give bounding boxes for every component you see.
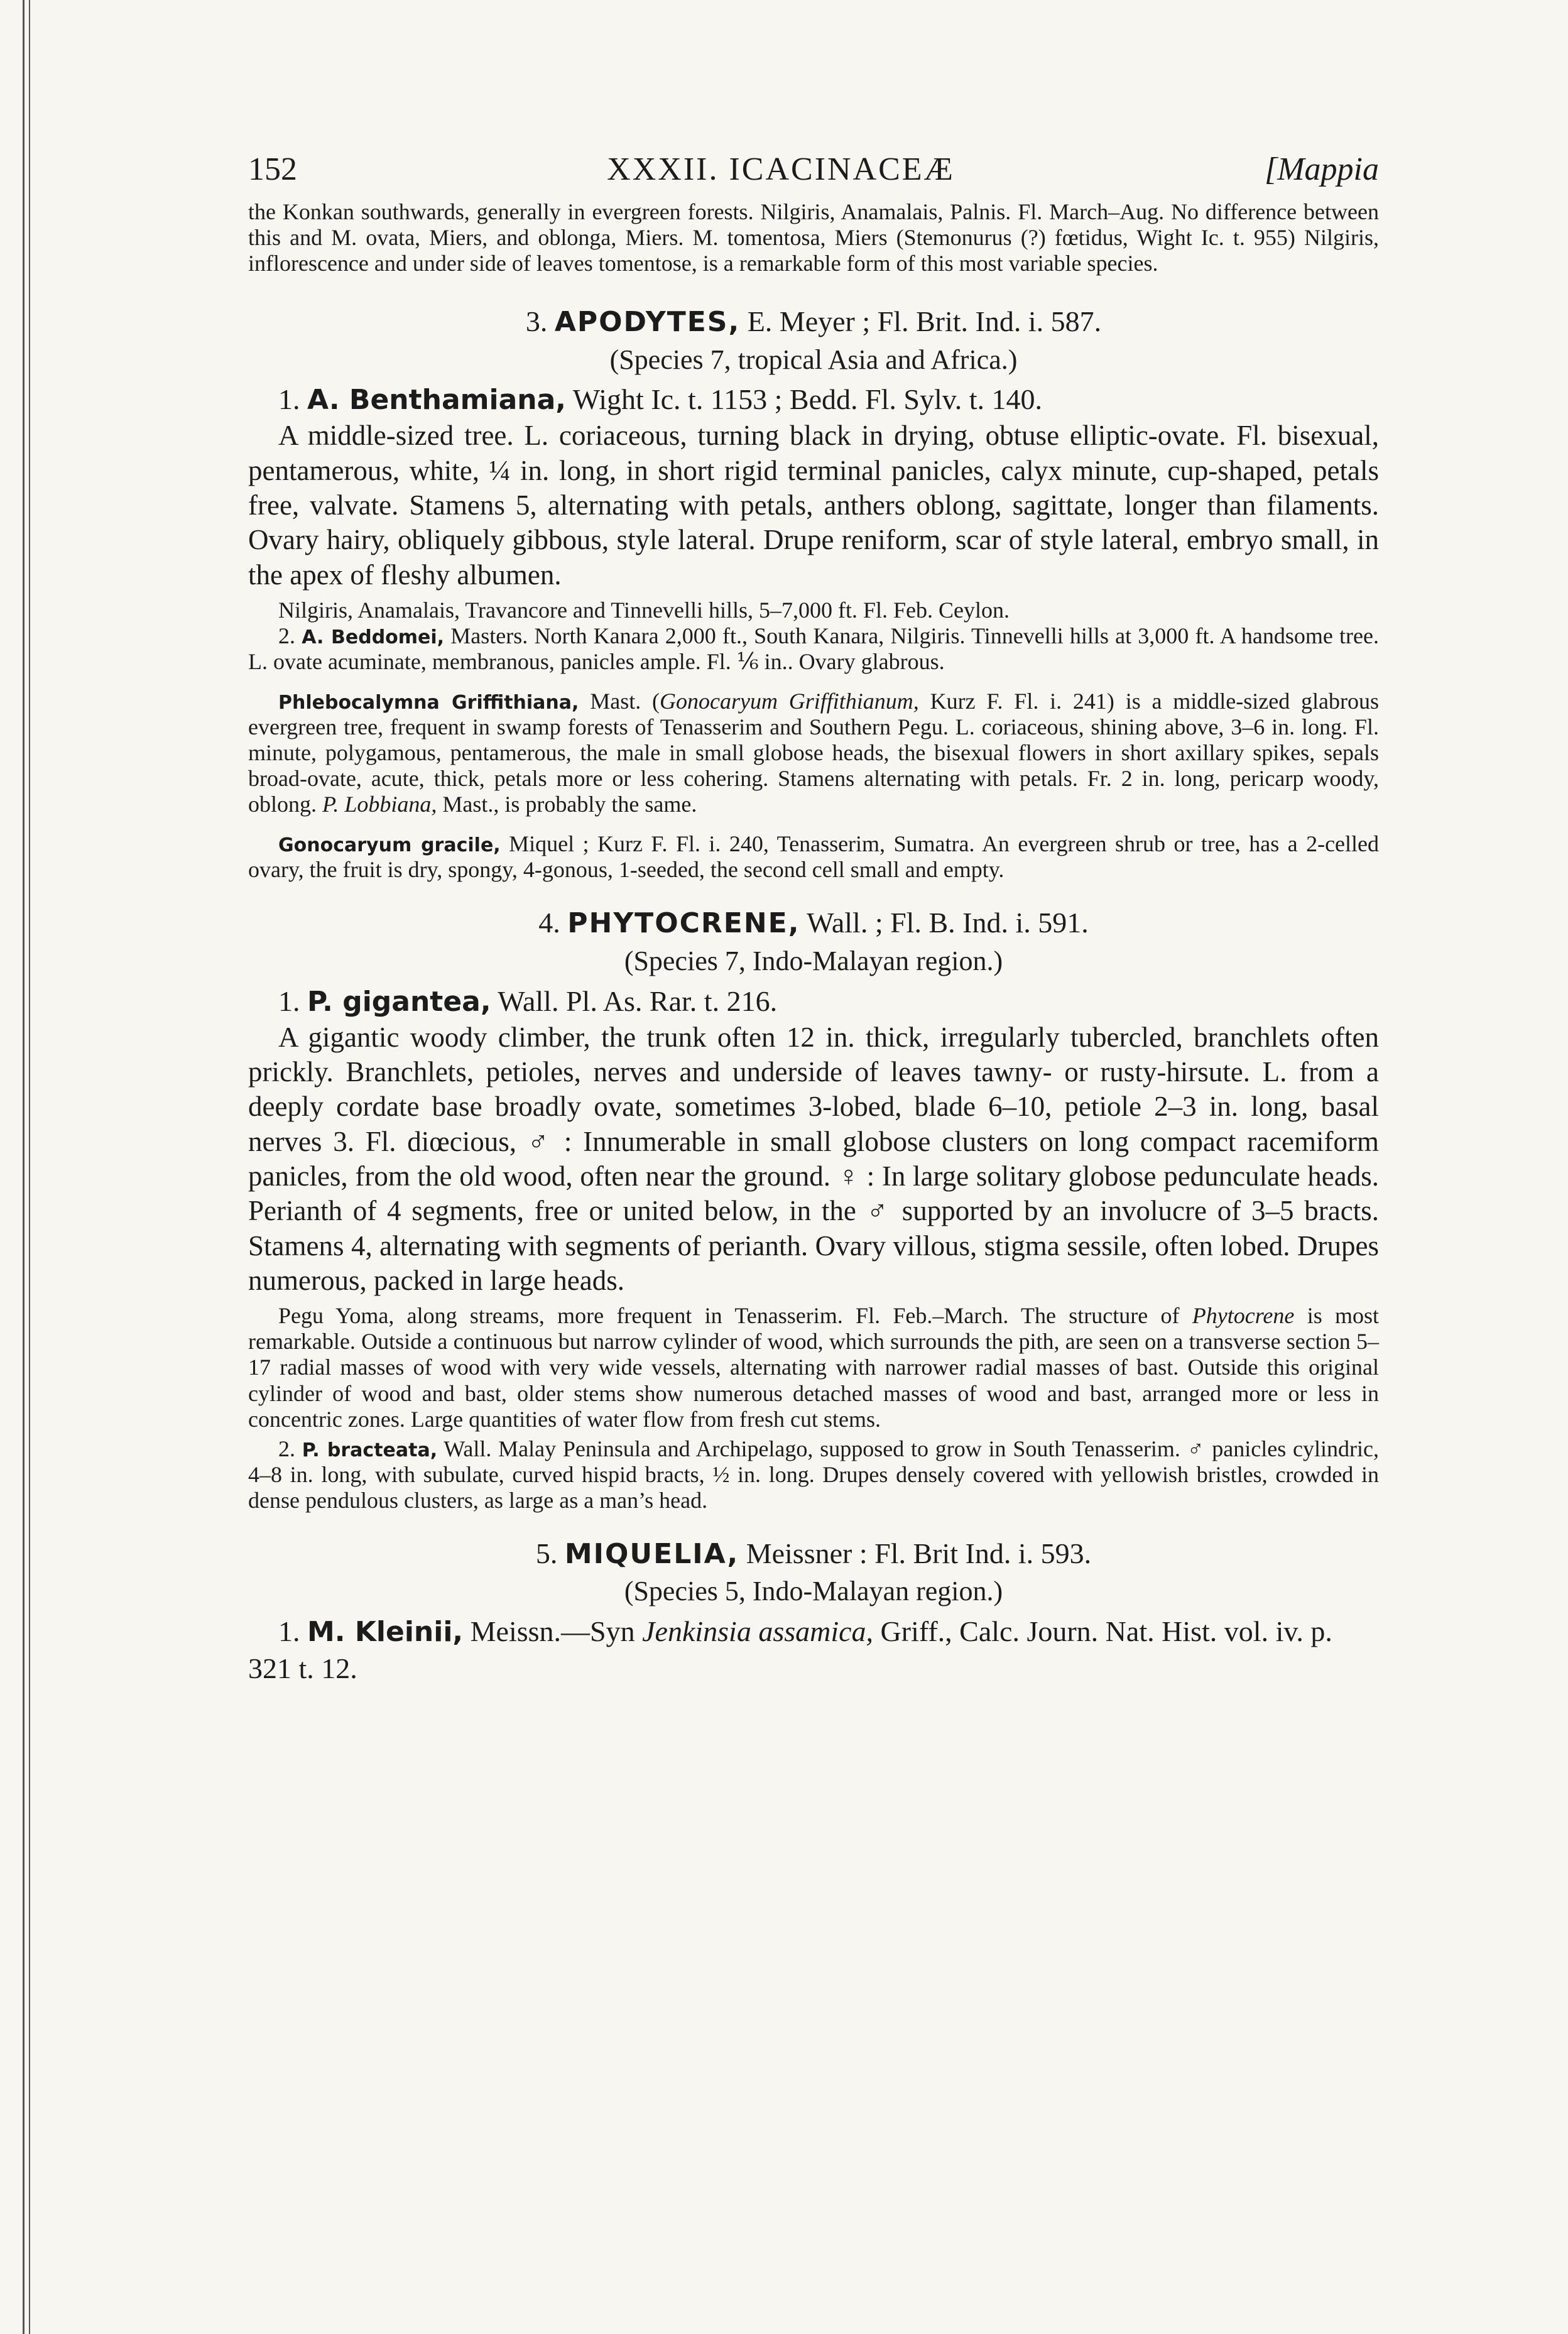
species-distribution: Nilgiris, Anamalais, Travancore and Tinnevelli hills, 5–7,000 ft. Fl. Feb. Ceylon. <box>278 597 1010 623</box>
genus-heading-phytocrene <box>248 904 1379 942</box>
synonym: Jenkinsia assamica, <box>642 1615 874 1648</box>
species-text: Griff., Calc. Journ. Nat. Hist. vol. iv. p. 321 t. 12. <box>248 1615 1332 1684</box>
species-reference: Wight Ic. t. 1153 ; Bedd. Fl. Sylv. t. 140. <box>572 383 1043 416</box>
species-range: (Species 5, Indo-Malayan region.) <box>624 1576 1003 1607</box>
page-title: XXXII. ICACINACEÆ <box>607 151 955 187</box>
species-heading <box>248 1613 1379 1688</box>
genus-italic: Phytocrene <box>1192 1303 1295 1329</box>
species-number: 2. <box>278 1436 295 1461</box>
binding-line <box>29 0 30 2334</box>
genus-authority: Meissner : Fl. Brit Ind. i. 593. <box>746 1537 1092 1569</box>
synonym: Gonocaryum Griffithianum, <box>660 689 919 714</box>
species-range: (Species 7, Indo-Malayan region.) <box>624 946 1003 977</box>
page <box>248 151 1379 1688</box>
genus-name: APODYTES, <box>554 306 741 339</box>
species-name: M. Kleinii, <box>307 1616 464 1649</box>
species-text: Miquel ; Kurz F. Fl. i. 240, Tenasserim, Sumatra. An evergreen shrub or tree, has a 2-celled ovary, the fruit is dry, spongy, 4-gonous, 1-seeded, the second cell small and empty. <box>248 831 1380 883</box>
species-name: A. Beddomei, <box>302 626 445 649</box>
species-name: P. gigantea, <box>307 985 491 1018</box>
species-note <box>248 831 1379 883</box>
species-name: Gonocaryum gracile, <box>278 834 501 857</box>
genus-authority: E. Meyer ; Fl. Brit. Ind. i. 587. <box>747 305 1102 338</box>
species-name: A. Benthamiana, <box>307 384 567 417</box>
genus-authority: Wall. ; Fl. B. Ind. i. 591. <box>807 907 1089 939</box>
species-reference: Wall. Pl. As. Rar. t. 216. <box>498 984 778 1017</box>
species-note <box>248 1436 1379 1513</box>
mappia-continuation: the Konkan southwards, generally in evergreen forests. Nilgiris, Anamalais, Palnis. Fl. March–Aug. No difference between this and M. ovata, Miers, and oblonga, Miers. M. tomentosa, Miers (Stemonurus (?) fœtidus, Wight Ic. t. 955) Nilgiris, inflorescence and under side of leaves tomentose, is a remarkable form of this most variable species. <box>248 199 1379 276</box>
species-number: 2. <box>278 623 295 649</box>
genus-number: 4. <box>538 907 560 939</box>
species-text: is most remarkable. Outside a continuous but narrow cylinder of wood, which surrounds the pith, are seen on a transverse section 5–17 radial masses of wood with very wide vessels, alternating with narrower radial masses of bast. Outside this original cylinder of wood and bast, older stems show numerous detached masses of wood and bast, arranged more or less in concentric zones. Large quantities of water flow from fresh cut stems. <box>248 1303 1380 1432</box>
synonym: P. Lobbiana, <box>322 792 437 817</box>
genus-heading-miquelia <box>248 1535 1379 1573</box>
binding-line <box>23 0 24 2334</box>
genus-name: MIQUELIA, <box>564 1537 739 1570</box>
species-distribution <box>248 1303 1379 1432</box>
species-description: A gigantic woody climber, the trunk often 12 in. thick, irregularly tubercled, branchlets often prickly. Branchlets, petioles, nerves and underside of leaves tawny- or rusty-hirsute. L. from a deeply cordate base broadly ovate, sometimes 3-lobed, blade 6–10, petiole 2–3 in. long, basal nerves 3. Fl. diœcious, ♂ : Innumerable in small globose clusters on long compact racemiform panicles, from the old wood, often near the ground. ♀ : In large solitary globose pedunculate heads. Perianth of 4 segments, free or united below, in the ♂ supported by an involucre of 3–5 bracts. Stamens 4, alternating with segments of perianth. Ovary villous, stigma sessile, often lobed. Drupes numerous, packed in large heads. <box>248 1021 1379 1297</box>
genus-heading-apodytes <box>248 303 1379 341</box>
species-heading <box>248 381 1379 418</box>
running-genus: [Mappia <box>1264 151 1379 187</box>
species-number: 1. <box>278 984 300 1017</box>
genus-name: PHYTOCRENE, <box>567 907 800 940</box>
page-number: 152 <box>248 151 297 187</box>
species-note <box>248 689 1379 817</box>
species-number: 1. <box>278 383 300 416</box>
species-number: 1. <box>278 1615 300 1648</box>
running-head <box>248 151 1379 188</box>
species-heading <box>248 983 1379 1020</box>
species-name: P. bracteata, <box>302 1439 438 1461</box>
genus-number: 3. <box>525 305 548 338</box>
species-name: Phlebocalymna Griffithiana, <box>278 692 579 714</box>
species-text: Masters. North Kanara 2,000 ft., South Kanara, Nilgiris. Tinnevelli hills at 3,000 ft. A handsome tree. L. ovate acuminate, membranous, panicles ample. Fl. ⅙ in.. Ovary glabrous. <box>248 623 1380 675</box>
species-text: Wall. Malay Peninsula and Archipelago, supposed to grow in South Tenasserim. ♂ panicles cylindric, 4–8 in. long, with subulate, curved hispid bracts, ½ in. long. Drupes densely covered with yellowish bristles, crowded in dense pendulous clusters, as large as a man’s head. <box>248 1436 1380 1513</box>
species-description: A middle-sized tree. L. coriaceous, turning black in drying, obtuse elliptic-ovate. Fl. bisexual, pentamerous, white, ¼ in. long, in short rigid terminal panicles, calyx minute, cup-shaped, petals free, valvate. Stamens 5, alternating with petals, anthers oblong, sagittate, longer than filaments. Ovary hairy, obliquely gibbous, style lateral. Drupe reniform, scar of style lateral, embryo small, in the apex of fleshy albumen. <box>248 420 1379 591</box>
species-note <box>248 623 1379 675</box>
species-text: Meissn.—Syn <box>470 1615 635 1648</box>
species-text: Pegu Yoma, along streams, more frequent in Tenasserim. Fl. Feb.–March. The structure of <box>278 1303 1180 1329</box>
genus-number: 5. <box>535 1537 558 1569</box>
species-text: Mast. ( <box>590 689 660 714</box>
species-range: (Species 7, tropical Asia and Africa.) <box>609 344 1018 375</box>
species-text: Kurz F. Fl. i. 241) is a middle-sized glabrous evergreen tree, frequent in swamp forests of Tenasserim and Southern Pegu. L. coriaceous, shining above, 3–6 in. long. Fl. minute, polygamous, pentamerous, the male in small globose heads, the bisexual flowers in short axillary spikes, sepals broad-ovate, acute, thick, petals more or less cohering. Stamens alternating with petals. Fr. 2 in. long, pericarp woody, oblong. <box>248 689 1379 817</box>
species-text: Mast., is probably the same. <box>442 792 697 817</box>
